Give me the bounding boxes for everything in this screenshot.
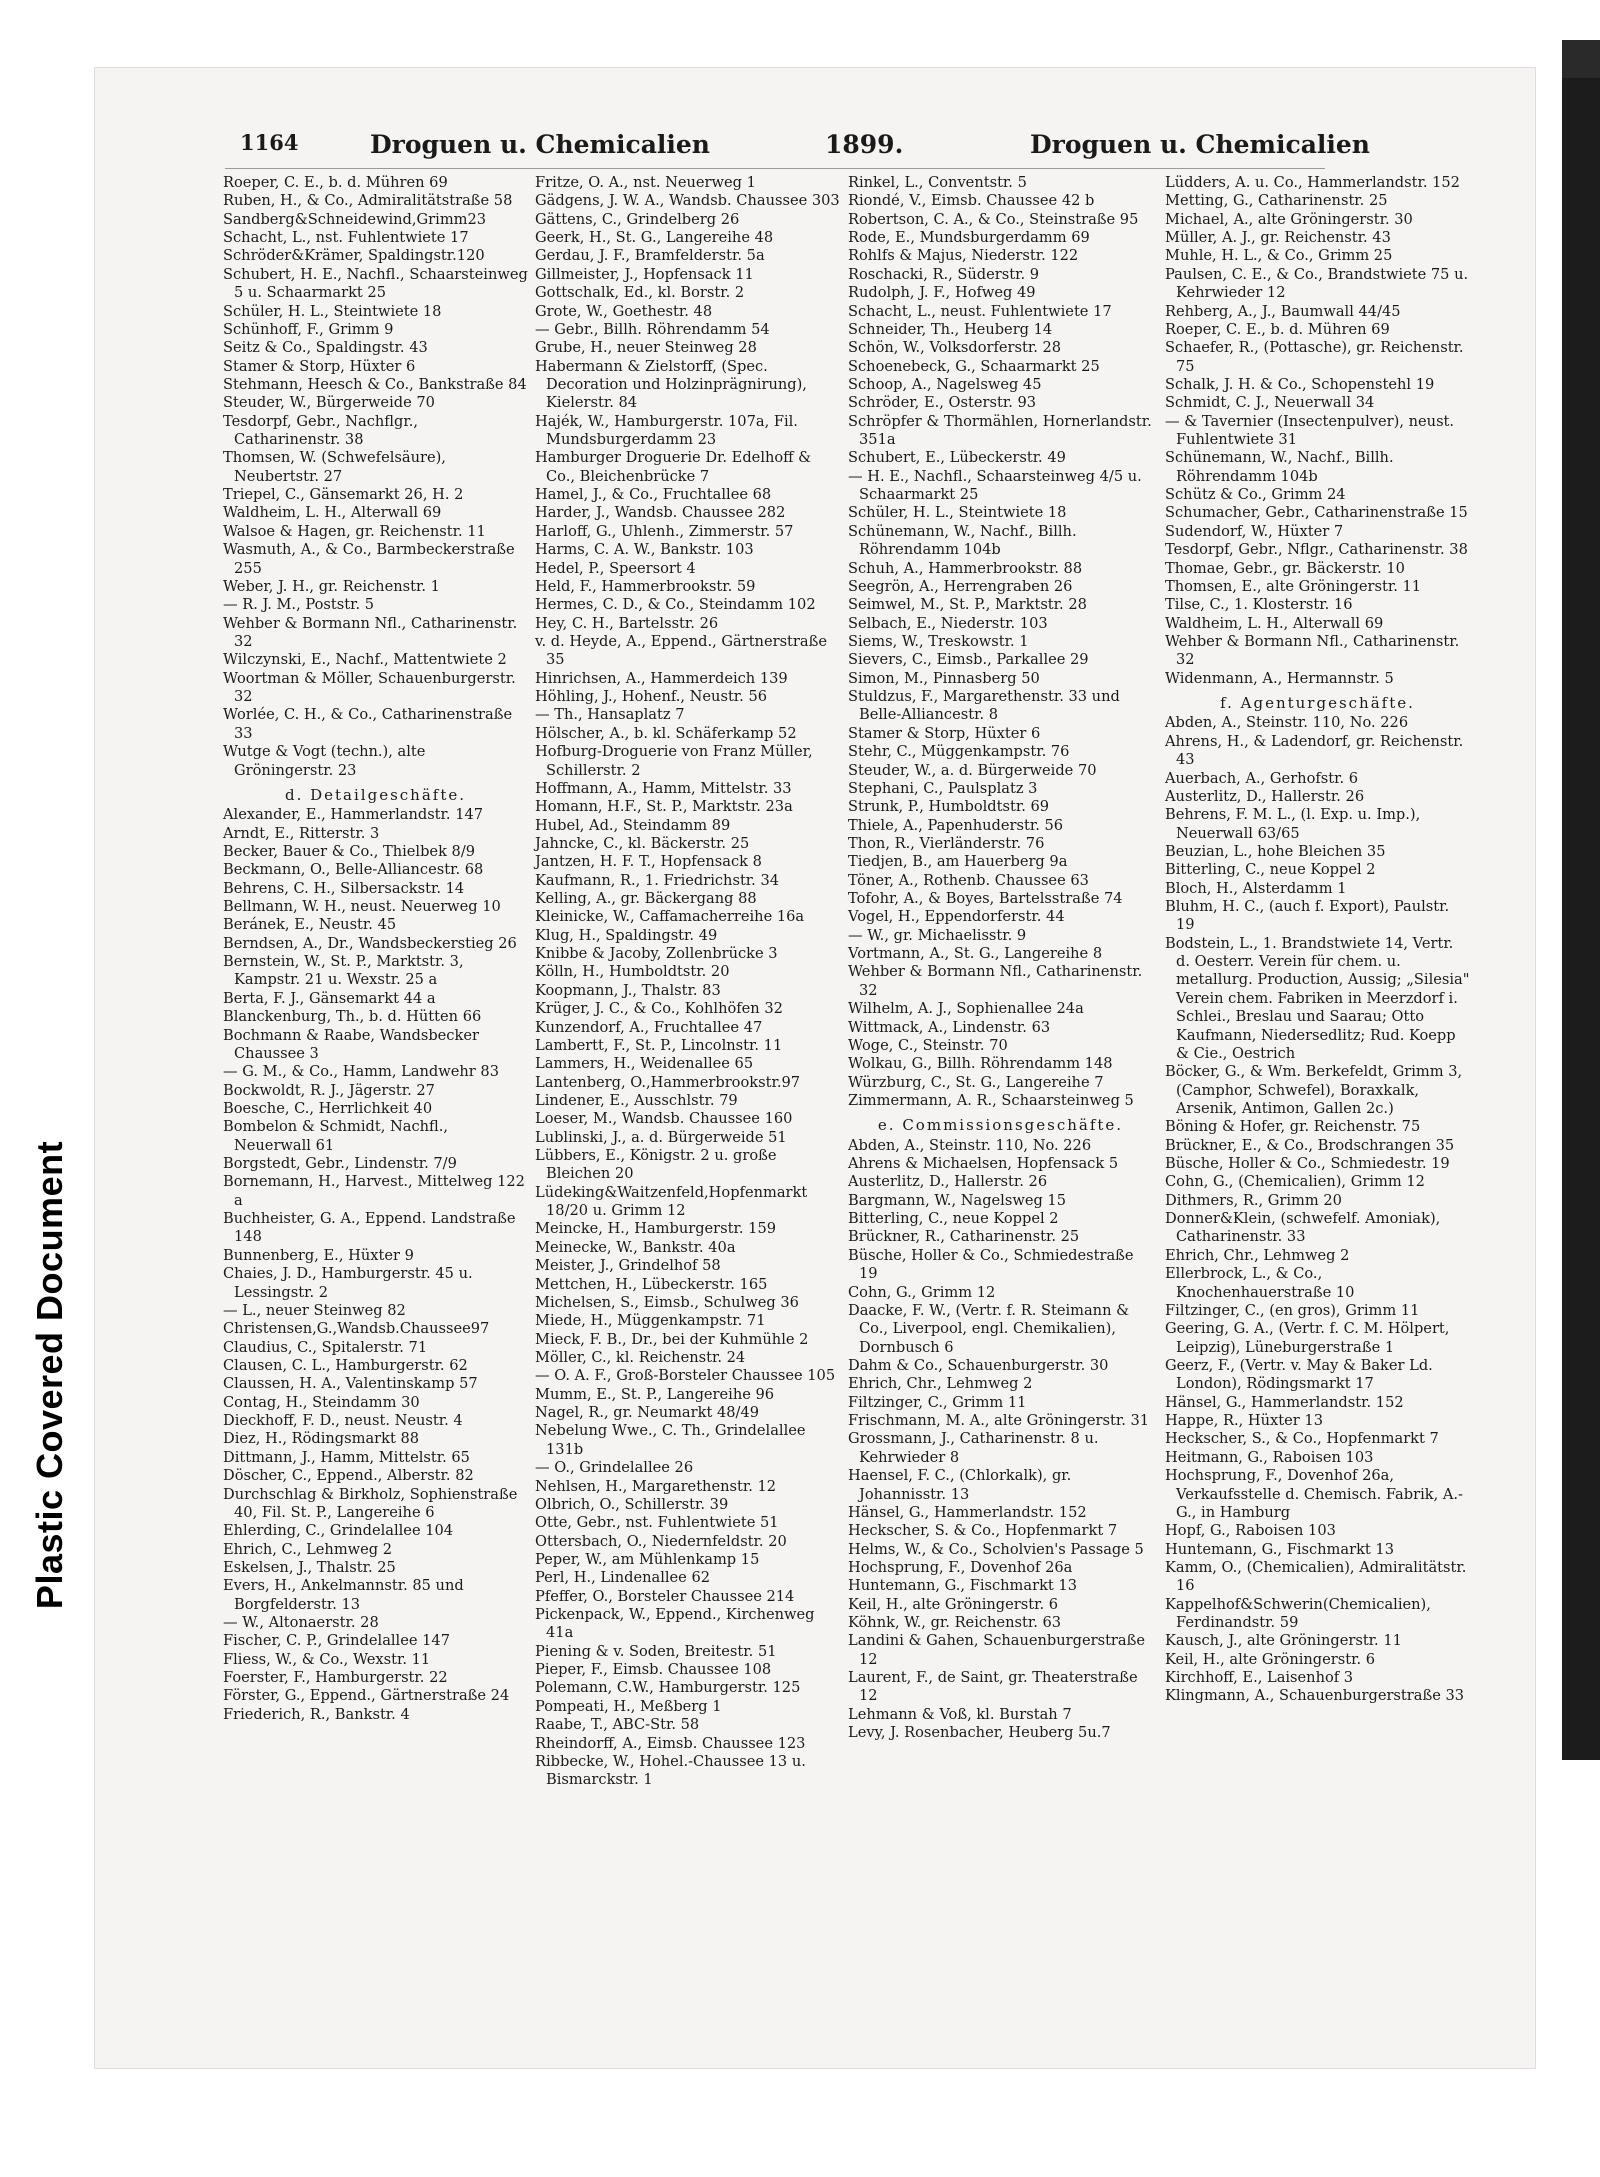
directory-entry: Vogel, H., Eppendorferstr. 44 [848,908,1065,926]
directory-entry: Steuder, W., a. d. Bürgerweide 70 [848,761,1097,779]
directory-entry: Mettchen, H., Lübeckerstr. 165 [535,1275,768,1293]
directory-entry: Pickenpack, W., Eppend., Kirchenweg 41a [535,1606,815,1642]
directory-entry: Zimmermann, A. R., Schaarsteinweg 5 [848,1091,1134,1109]
directory-entry: Döscher, C., Eppend., Alberstr. 82 [223,1467,474,1485]
directory-entry: Bockwoldt, R. J., Jägerstr. 27 [223,1081,435,1099]
directory-entry: Clausen, C. L., Hamburgerstr. 62 [223,1357,468,1374]
directory-entry: Beckmann, O., Belle-Alliancestr. 68 [223,861,484,879]
directory-entry: Müller, A. J., gr. Reichenstr. 43 [1165,229,1391,247]
directory-entry: Gillmeister, J., Hopfensack 11 [535,265,754,283]
directory-entry: — Th., Hansaplatz 7 [535,706,685,724]
directory-entry: Rohlfs & Majus, Niederstr. 122 [848,247,1079,265]
directory-entry: Behrens, F. M. L., (l. Exp. u. Imp.), Neuerwall 63/65 [1165,806,1421,842]
directory-entry: Durchschlag & Birkholz, Sophienstraße 40, Fil. St. P., Langereihe 6 [223,1485,518,1521]
directory-entry: Steuder, W., Bürgerweide 70 [223,394,435,412]
directory-entry: Haensel, F. C., (Chlorkalk), gr. Johannisstr. 13 [848,1467,1072,1503]
directory-entry: Keil, H., alte Gröningerstr. 6 [848,1595,1059,1613]
directory-entry: Homann, H.F., St. P., Marktstr. 23a [535,798,793,816]
directory-entry: Bloch, H., Alsterdamm 1 [1165,879,1347,897]
directory-entry: Pfeffer, O., Borsteler Chaussee 214 [535,1587,795,1605]
directory-entry: Berndsen, A., Dr., Wandsbeckerstieg 26 [223,934,517,952]
column-4 [1165,174,1470,1706]
directory-entry: Daacke, F. W., (Vertr. f. R. Steimann & Co., Liverpool, engl. Chemikalien), Dornbusch 6 [848,1301,1130,1356]
directory-entry: Hajék, W., Hamburgerstr. 107a, Fil. Mundsburgerdamm 23 [535,412,798,449]
directory-entry: Heckscher, S. & Co., Hopfenmarkt 7 [848,1522,1118,1540]
directory-entry: Jantzen, H. F. T., Hopfensack 8 [535,853,762,871]
directory-entry: Höhling, J., Hohenf., Neustr. 56 [535,688,768,706]
directory-entry: Hinrichsen, A., Hammerdeich 139 [535,669,788,687]
directory-entry: Seitz & Co., Spaldingstr. 43 [223,339,428,357]
directory-entry: Michael, A., alte Gröningerstr. 30 [1165,210,1413,228]
directory-entry: Mieck, F. B., Dr., bei der Kuhmühle 2 [535,1330,809,1348]
directory-entry: Bellmann, W. H., neust. Neuerweg 10 [223,898,501,916]
directory-entry: Rode, E., Mundsburgerdamm 69 [848,229,1090,247]
directory-entry: Lüdeking&Waitzenfeld,Hopfenmarkt 18/20 u. Grimm 12 [535,1183,808,1220]
directory-entry: Lublinski, J., a. d. Bürgerweide 51 [535,1128,787,1146]
directory-entry: Hubel, Ad., Steindamm 89 [535,816,731,834]
directory-entry: Bochmann & Raabe, Wandsbecker Chaussee 3 [223,1026,479,1062]
directory-entry: Tofohr, A., & Boyes, Bartelsstraße 74 [848,890,1123,908]
directory-entry: Fliess, W., & Co., Wexstr. 11 [223,1650,431,1668]
directory-entry: Hey, C. H., Bartelsstr. 26 [535,614,719,632]
directory-entry: Polemann, C.W., Hamburgerstr. 125 [535,1679,801,1697]
directory-entry: — O. A. F., Groß-Borsteler Chaussee 105 [535,1367,836,1385]
directory-entry: Schoop, A., Nagelsweg 45 [848,375,1042,393]
section-heading: e. Commissionsgeschäfte. [877,1116,1124,1135]
directory-entry: Brückner, E., & Co., Brodschrangen 35 [1165,1136,1455,1154]
directory-entry: Grossmann, J., Catharinenstr. 8 u. Kehrwieder 8 [848,1430,1099,1466]
directory-entry: Würzburg, C., St. G., Langereihe 7 [848,1073,1104,1091]
directory-entry: Kaufmann, R., 1. Friedrichstr. 34 [535,871,780,889]
directory-entry: Beránek, E., Neustr. 45 [223,916,397,934]
directory-entry: Kleinicke, W., Caffamacherreihe 16a [535,908,805,926]
directory-entry: Widenmann, A., Hermannstr. 5 [1165,669,1394,687]
directory-entry: Gerdau, J. F., Bramfelderstr. 5a [535,247,765,265]
directory-entry: Ruben, H., & Co., Admiralitätstraße 58 [223,192,513,210]
directory-entry: Wilhelm, A. J., Sophienallee 24a [848,1000,1084,1018]
page-number: 1164 [240,130,299,155]
directory-entry: Contag, H., Steindamm 30 [223,1393,420,1411]
directory-entry: Roeper, C. E., b. d. Mühren 69 [1165,320,1390,338]
directory-entry: Kirchhoff, E., Laisenhof 3 [1165,1669,1354,1687]
column-1 [223,174,528,1724]
directory-entry: Thiele, A., Papenhuderstr. 56 [848,816,1064,834]
directory-entry: Ahrens, H., & Ladendorf, gr. Reichenstr. 43 [1165,732,1464,769]
side-label [10,935,90,1815]
directory-entry: Thomsen, W. (Schwefelsäure), Neubertstr. 27 [223,449,446,485]
directory-entry: Hamburger Droguerie Dr. Edelhoff & Co., Bleichenbrücke 7 [535,449,812,485]
directory-entry: Kappelhof&Schwerin(Chemicalien), Ferdinandstr. 59 [1165,1595,1431,1632]
directory-entry: Grote, W., Goethestr. 48 [535,302,713,320]
directory-entry: Schünhoff, F., Grimm 9 [223,320,394,338]
directory-entry: Pompeati, H., Meßberg 1 [535,1697,722,1715]
directory-entry: Perl, H., Lindenallee 62 [535,1569,711,1587]
directory-entry: Eskelsen, J., Thalstr. 25 [223,1558,396,1576]
directory-entry: Roeper, C. E., b. d. Mühren 69 [223,174,448,191]
directory-entry: Huntemann, G., Fischmarkt 13 [1165,1540,1394,1558]
directory-entry: Schön, W., Volksdorferstr. 28 [848,339,1062,357]
directory-entry: Blanckenburg, Th., b. d. Hütten 66 [223,1008,482,1026]
directory-entry: Stuldzus, F., Margarethenstr. 33 und Belle-Alliancestr. 8 [848,688,1120,724]
directory-entry: Sandberg&Schneidewind,Grimm23 [223,210,487,228]
directory-entry: Pieper, F., Eimsb. Chaussee 108 [535,1661,772,1679]
directory-entry: Behrens, C. H., Silbersackstr. 14 [223,879,465,897]
directory-entry: Töner, A., Rothenb. Chaussee 63 [848,871,1089,889]
directory-entry: Wehber & Bormann Nfl., Catharinenstr. 32 [1165,632,1460,669]
directory-entry: Tilse, C., 1. Klosterstr. 16 [1165,596,1353,614]
directory-entry: Sudendorf, W., Hüxter 7 [1165,522,1344,540]
directory-entry: Schütz & Co., Grimm 24 [1165,486,1346,504]
directory-entry: Stehr, C., Müggenkampstr. 76 [848,743,1070,761]
directory-entry: Meister, J., Grindelhof 58 [535,1257,721,1275]
directory-entry: Cohn, G., Grimm 12 [848,1283,996,1301]
directory-entry: — H. E., Nachfl., Schaarsteinweg 4/5 u. Schaarmarkt 25 [848,467,1142,504]
directory-entry: Bunnenberg, E., Hüxter 9 [223,1246,414,1264]
directory-entry: Kunzendorf, A., Fruchtallee 47 [535,1018,763,1036]
directory-entry: Lambertt, F., St. P., Lincolnstr. 11 [535,1036,783,1054]
directory-entry: Mumm, E., St. P., Langereihe 96 [535,1385,775,1403]
directory-entry: Seegrön, A., Herrengraben 26 [848,577,1073,595]
directory-entry: Bargmann, W., Nagelsweg 15 [848,1191,1067,1209]
directory-entry: Lehmann & Voß, kl. Burstah 7 [848,1705,1072,1723]
directory-entry: Schröder, E., Osterstr. 93 [848,394,1037,412]
directory-entry: Ehrich, C., Lehmweg 2 [223,1540,393,1558]
directory-entry: Metting, G., Catharinenstr. 25 [1165,192,1388,210]
directory-entry: Stamer & Storp, Hüxter 6 [848,724,1041,742]
directory-entry: Schumacher, Gebr., Catharinenstraße 15 [1165,504,1468,522]
directory-entry: Bitterling, C., neue Koppel 2 [848,1210,1059,1228]
directory-entry: Wilczynski, E., Nachf., Mattentwiete 2 [223,651,507,669]
directory-entry: Hölscher, A., b. kl. Schäferkamp 52 [535,724,797,742]
directory-entry: Nagel, R., gr. Neumarkt 48/49 [535,1404,760,1422]
running-title-right: Droguen u. Chemicalien [1030,130,1370,159]
column-3 [848,174,1153,1743]
directory-entry: Loeser, M., Wandsb. Chaussee 160 [535,1110,793,1128]
directory-entry: Woortman & Möller, Schauenburgerstr. 32 [223,669,516,706]
directory-entry: Schacht, L., neust. Fuhlentwiete 17 [848,302,1112,320]
directory-entry: — O., Grindelallee 26 [535,1459,694,1477]
directory-entry: Kölln, H., Humboldtstr. 20 [535,963,730,981]
directory-entry: Schacht, L., nst. Fuhlentwiete 17 [223,229,469,247]
directory-entry: Chaies, J. D., Hamburgerstr. 45 u. Lessingstr. 2 [223,1265,473,1301]
directory-entry: Ehrich, Chr., Lehmweg 2 [848,1375,1033,1393]
directory-entry: Raabe, T., ABC-Str. 58 [535,1716,700,1734]
directory-entry: Rinkel, L., Conventstr. 5 [848,174,1027,191]
directory-entry: Thomae, Gebr., gr. Bäckerstr. 10 [1165,559,1405,577]
directory-entry: Lindener, E., Ausschlstr. 79 [535,1091,738,1109]
directory-entry: Beuzian, L., hohe Bleichen 35 [1165,842,1386,860]
directory-entry: Schünemann, W., Nachf., Billh. Röhrendamm 104b [1165,449,1394,485]
directory-entry: Miede, H., Müggenkampstr. 71 [535,1312,766,1330]
directory-entry: Alexander, E., Hammerlandstr. 147 [223,806,484,824]
directory-entry: Büsche, Holler & Co., Schmiedestr. 19 [1165,1155,1450,1173]
directory-entry: Schüler, H. L., Steintwiete 18 [223,302,442,320]
directory-entry: Paulsen, C. E., & Co., Brandstwiete 75 u. Kehrwieder 12 [1165,265,1469,302]
directory-entry: Bombelon & Schmidt, Nachfl., Neuerwall 61 [223,1118,449,1154]
directory-entry: Otte, Gebr., nst. Fuhlentwiete 51 [535,1514,779,1532]
directory-entry: Bitterling, C., neue Koppel 2 [1165,861,1376,879]
directory-entry: Förster, G., Eppend., Gärtnerstraße 24 [223,1687,510,1705]
directory-entry: Schröder&Krämer, Spaldingstr.120 [223,247,485,265]
running-title-left: Droguen u. Chemicalien [370,130,710,159]
directory-entry: Hofburg-Droguerie von Franz Müller, Schillerstr. 2 [535,743,813,779]
directory-entry: Triepel, C., Gänsemarkt 26, H. 2 [223,486,464,504]
directory-entry: Schneider, Th., Heuberg 14 [848,320,1053,338]
directory-entry: Meincke, H., Hamburgerstr. 159 [535,1220,777,1238]
directory-entry: Olbrich, O., Schillerstr. 39 [535,1495,729,1513]
directory-entry: Rudolph, J. F., Hofweg 49 [848,284,1036,302]
directory-entry: Borgstedt, Gebr., Lindenstr. 7/9 [223,1155,457,1173]
scanner-edge-shadow [1562,40,1600,1760]
directory-entry: Ellerbrock, L., & Co., Knochenhauerstraße 10 [1165,1265,1355,1301]
directory-entry: Geering, G. A., (Vertr. f. C. M. Hölpert, Leipzig), Lüneburgerstraße 1 [1165,1320,1450,1356]
directory-entry: Roschacki, R., Süderstr. 9 [848,265,1040,283]
directory-entry: Kamm, O., (Chemicalien), Admiralitätstr. 16 [1165,1558,1467,1595]
directory-entry: Peper, W., am Mühlenkamp 15 [535,1550,760,1568]
directory-entry: — G. M., & Co., Hamm, Landwehr 83 [223,1063,499,1081]
directory-entry: Geerz, F., (Vertr. v. May & Baker Ld. London), Rödingsmarkt 17 [1165,1357,1433,1393]
directory-entry: Heitmann, G., Raboisen 103 [1165,1448,1374,1466]
directory-entry: Foerster, F., Hamburgerstr. 22 [223,1669,448,1687]
directory-entry: Friederich, R., Bankstr. 4 [223,1705,410,1723]
directory-entry: Keil, H., alte Gröningerstr. 6 [1165,1650,1376,1668]
directory-entry: Thon, R., Vierländerstr. 76 [848,834,1045,852]
directory-entry: Rehberg, A., J., Baumwall 44/45 [1165,302,1401,320]
directory-entry: Auerbach, A., Gerhofstr. 6 [1165,769,1359,787]
directory-entry: Riondé, V., Eimsb. Chaussee 42 b [848,192,1095,210]
directory-entry: Köhnk, W., gr. Reichenstr. 63 [848,1614,1062,1632]
directory-entry: Happe, R., Hüxter 13 [1165,1412,1323,1430]
directory-entry: Ottersbach, O., Niedernfeldstr. 20 [535,1532,787,1550]
directory-entry: Hochsprung, F., Dovenhof 26a, Verkaufsstelle d. Chemisch. Fabrik, A.-G., in Hamburg [1165,1467,1463,1521]
directory-entry: Schüler, H. L., Steintwiete 18 [848,504,1067,522]
directory-entry: Dieckhoff, F. D., neust. Neustr. 4 [223,1412,463,1430]
directory-entry: Diez, H., Rödingsmarkt 88 [223,1430,420,1448]
directory-entry: Ehrich, Chr., Lehmweg 2 [1165,1246,1350,1264]
directory-entry: Hänsel, G., Hammerlandstr. 152 [848,1503,1087,1521]
directory-entry: Stephani, C., Paulsplatz 3 [848,779,1038,797]
directory-entry: Böcker, G., & Wm. Berkefeldt, Grimm 3, (Camphor, Schwefel), Boraxkalk, Arsenik, Antimon, Gallen 2c.) [1165,1063,1463,1117]
directory-entry: Abden, A., Steinstr. 110, No. 226 [1165,714,1409,732]
directory-entry: Donner&Klein, (schwefelf. Amoniak), Catharinenstr. 33 [1165,1210,1441,1246]
directory-entry: — & Tavernier (Insectenpulver), neust. Fuhlentwiete 31 [1165,412,1455,449]
directory-entry: Klug, H., Spaldingstr. 49 [535,926,718,944]
directory-entry: Waldheim, L. H., Alterwall 69 [1165,614,1384,632]
directory-entry: Lüdders, A. u. Co., Hammerlandstr. 152 [1165,174,1460,191]
directory-entry: Krüger, J. C., & Co., Kohlhöfen 32 [535,1000,783,1018]
directory-entry: — R. J. M., Poststr. 5 [223,596,375,614]
directory-entry: Dittmann, J., Hamm, Mittelstr. 65 [223,1448,470,1466]
directory-entry: Schünemann, W., Nachf., Billh. Röhrendamm 104b [848,522,1077,559]
directory-entry: Wolkau, G., Billh. Röhrendamm 148 [848,1055,1113,1073]
directory-entry: Berta, F. J., Gänsemarkt 44 a [223,989,436,1007]
directory-entry: Bornemann, H., Harvest., Mittelweg 122 a [223,1173,525,1209]
directory-entry: Schröpfer & Thormählen, Hornerlandstr. 351a [848,412,1152,449]
directory-entry: Dahm & Co., Schauenburgerstr. 30 [848,1357,1109,1374]
directory-entry: Bodstein, L., 1. Brandstwiete 14, Vertr. d. Oesterr. Verein für chem. u. metallurg. Production, Aussig; „Silesia" Verein chem. Fabriken in Meerzdorf i. Schlei., Breslau und Saarau; Otto Kaufmann, Niedersedlitz; Rud. Koepp & Cie., Oestrich [1165,934,1470,1062]
directory-entry: — L., neuer Steinweg 82 [223,1301,406,1319]
header-rule [225,168,1325,169]
section-heading: f. Agenturgeschäfte. [1220,694,1415,713]
directory-entry: Schubert, H. E., Nachfl., Schaarsteinweg 5 u. Schaarmarkt 25 [223,265,528,302]
directory-entry: — Gebr., Billh. Röhrendamm 54 [535,320,770,338]
directory-entry: Schubert, E., Lübeckerstr. 49 [848,449,1066,467]
directory-entry: Hamel, J., & Co., Fruchtallee 68 [535,486,772,504]
directory-entry: Strunk, P., Humboldtstr. 69 [848,798,1050,816]
directory-entry: Michelsen, S., Eimsb., Schulweg 36 [535,1293,799,1311]
directory-entry: Woge, C., Steinstr. 70 [848,1036,1008,1054]
directory-entry: Heckscher, S., & Co., Hopfenmarkt 7 [1165,1430,1439,1448]
directory-entry: Waldheim, L. H., Alterwall 69 [223,504,442,522]
directory-entry: Gädgens, J. W. A., Wandsb. Chaussee 303 [535,192,840,210]
directory-entry: Stamer & Storp, Hüxter 6 [223,357,416,375]
directory-entry: Muhle, H. L., & Co., Grimm 25 [1165,247,1393,265]
directory-entry: Nehlsen, H., Margarethenstr. 12 [535,1477,777,1495]
directory-entry: Sievers, C., Eimsb., Parkallee 29 [848,651,1089,669]
directory-entry: Laurent, F., de Saint, gr. Theaterstraße 12 [848,1669,1138,1705]
directory-entry: Helms, W., & Co., Scholvien's Passage 5 [848,1540,1144,1558]
directory-entry: Filtzinger, C., Grimm 11 [848,1393,1027,1411]
directory-entry: Schmidt, C. J., Neuerwall 34 [1165,394,1375,412]
directory-entry: Schoenebeck, G., Schaarmarkt 25 [848,357,1100,375]
directory-entry: Büsche, Holler & Co., Schmiedestraße 19 [848,1246,1134,1283]
directory-entry: Thomsen, E., alte Gröningerstr. 11 [1165,577,1422,595]
side-label-text: Plastic Covered Document [29,1140,71,1610]
directory-entry: Fritze, O. A., nst. Neuerweg 1 [535,174,756,191]
directory-entry: Hochsprung, F., Dovenhof 26a [848,1558,1073,1576]
directory-entry: Levy, J. Rosenbacher, Heuberg 5u.7 [848,1724,1111,1742]
directory-entry: Habermann & Zielstorff, (Spec. Decoration und Holzinprägnirung), Kielerstr. 84 [535,357,807,412]
directory-entry: Fischer, C. P., Grindelallee 147 [223,1632,450,1650]
directory-entry: Piening & v. Soden, Breitestr. 51 [535,1642,777,1660]
directory-entry: Austerlitz, D., Hallerstr. 26 [848,1173,1048,1191]
directory-entry: Hoffmann, A., Hamm, Mittelstr. 33 [535,779,792,797]
year: 1899. [825,130,904,159]
directory-entry: Klingmann, A., Schauenburgerstraße 33 [1165,1687,1465,1705]
directory-entry: Schalk, J. H. & Co., Schopenstehl 19 [1165,375,1435,393]
directory-entry: Filtzinger, C., (en gros), Grimm 11 [1165,1301,1420,1319]
directory-entry: Siems, W., Treskowstr. 1 [848,632,1029,650]
directory-entry: Selbach, E., Niederstr. 103 [848,614,1048,632]
directory-entry: Wehber & Bormann Nfl., Catharinenstr. 32 [223,614,518,650]
directory-entry: Seimwel, M., St. P., Marktstr. 28 [848,596,1087,614]
directory-entry: Cohn, G., (Chemicalien), Grimm 12 [1165,1173,1425,1191]
column-2 [535,174,840,1790]
directory-entry: Wutge & Vogt (techn.), alte Gröningerstr. 23 [223,743,426,779]
directory-entry: Rheindorff, A., Eimsb. Chaussee 123 [535,1734,806,1752]
directory-entry: Harder, J., Wandsb. Chaussee 282 [535,504,786,522]
directory-entry: Claussen, H. A., Valentinskamp 57 [223,1375,478,1393]
directory-entry: Worlée, C. H., & Co., Catharinenstraße 33 [223,706,513,742]
directory-entry: Schaefer, R., (Pottasche), gr. Reichenstr. 75 [1165,339,1464,375]
directory-entry: Wehber & Bormann Nfl., Catharinenstr. 32 [848,963,1143,999]
section-heading: d. Detailgeschäfte. [284,785,466,804]
directory-entry: Ribbecke, W., Hohel.-Chaussee 13 u. Bismarckstr. 1 [535,1752,806,1789]
directory-entry: Held, F., Hammerbrookstr. 59 [535,577,756,595]
directory-entry: Stehmann, Heesch & Co., Bankstraße 84 [223,375,527,393]
directory-entry: Tesdorpf, Gebr., Nachflgr., Catharinenstr. 38 [223,412,419,449]
scanner-edge-corner [1562,40,1600,78]
directory-entry: Arndt, E., Ritterstr. 3 [223,824,380,842]
directory-entry: Hänsel, G., Hammerlandstr. 152 [1165,1393,1404,1411]
directory-entry: Landini & Gahen, Schauenburgerstraße 12 [848,1632,1145,1668]
directory-entry: Boesche, C., Herrlichkeit 40 [223,1099,433,1117]
directory-entry: Buchheister, G. A., Eppend. Landstraße 148 [223,1210,516,1246]
directory-entry: Abden, A., Steinstr. 110, No. 226 [848,1136,1092,1154]
directory-entry: Lammers, H., Weidenallee 65 [535,1055,754,1073]
directory-entry: Geerk, H., St. G., Langereihe 48 [535,229,774,247]
directory-entry: Schuh, A., Hammerbrookstr. 88 [848,559,1083,577]
directory-entry: — W., Altonaerstr. 28 [223,1614,379,1632]
directory-entry: Huntemann, G., Fischmarkt 13 [848,1577,1077,1595]
directory-entry: v. d. Heyde, A., Eppend., Gärtnerstraße 35 [535,632,827,669]
directory-entry: Hermes, C. D., & Co., Steindamm 102 [535,596,816,614]
directory-entry: Lantenberg, O.,Hammerbrookstr.97 [535,1073,801,1091]
directory-entry: Kelling, A., gr. Bäckergang 88 [535,890,757,908]
directory-entry: Hedel, P., Speersort 4 [535,559,696,577]
directory-entry: Wittmack, A., Lindenstr. 63 [848,1018,1051,1036]
directory-entry: Koopmann, J., Thalstr. 83 [535,981,721,999]
directory-entry: Kausch, J., alte Gröningerstr. 11 [1165,1632,1402,1650]
directory-entry: Jahncke, C., kl. Bäckerstr. 25 [535,834,750,852]
directory-entry: Harloff, G., Uhlenh., Zimmerstr. 57 [535,522,794,540]
directory-entry: Simon, M., Pinnasberg 50 [848,669,1040,687]
directory-entry: Becker, Bauer & Co., Thielbek 8/9 [223,842,476,860]
directory-entry: Claudius, C., Spitalerstr. 71 [223,1338,428,1356]
directory-entry: Böning & Hofer, gr. Reichenstr. 75 [1165,1118,1421,1136]
directory-entry: Evers, H., Ankelmannstr. 85 und Borgfelderstr. 13 [223,1577,464,1613]
directory-entry: Dithmers, R., Grimm 20 [1165,1191,1342,1209]
directory-entry: Vortmann, A., St. G., Langereihe 8 [848,945,1103,963]
directory-entry: Christensen,G.,Wandsb.Chaussee97 [223,1320,490,1338]
directory-entry: Meinecke, W., Bankstr. 40a [535,1238,736,1256]
directory-entry: Grube, H., neuer Steinweg 28 [535,339,757,357]
directory-entry: Ahrens & Michaelsen, Hopfensack 5 [848,1155,1119,1173]
directory-entry: Nebelung Wwe., C. Th., Grindelallee 131b [535,1422,806,1458]
directory-entry: Frischmann, M. A., alte Gröningerstr. 31 [848,1412,1150,1430]
directory-entry: Knibbe & Jacoby, Zollenbrücke 3 [535,945,778,963]
directory-entry: Bluhm, H. C., (auch f. Export), Paulstr. 19 [1165,898,1450,934]
directory-entry: Gottschalk, Ed., kl. Borstr. 2 [535,284,745,302]
directory-entry: Harms, C. A. W., Bankstr. 103 [535,541,754,559]
directory-entry: Lübbers, E., Königstr. 2 u. große Bleichen 20 [535,1147,777,1183]
directory-entry: Tiedjen, B., am Hauerberg 9a [848,853,1068,871]
directory-entry: Walsoe & Hagen, gr. Reichenstr. 11 [223,522,486,540]
directory-entry: Tesdorpf, Gebr., Nflgr., Catharinenstr. 38 [1165,541,1468,559]
directory-entry: Robertson, C. A., & Co., Steinstraße 95 [848,210,1139,228]
directory-entry: Brückner, R., Catharinenstr. 25 [848,1228,1080,1246]
directory-entry: Ehlerding, C., Grindelallee 104 [223,1522,454,1540]
directory-entry: Wasmuth, A., & Co., Barmbeckerstraße 255 [223,541,515,577]
directory-entry: Hopf, G., Raboisen 103 [1165,1522,1336,1540]
directory-entry: Austerlitz, D., Hallerstr. 26 [1165,787,1365,805]
directory-entry: — W., gr. Michaelisstr. 9 [848,926,1027,944]
directory-entry: Möller, C., kl. Reichenstr. 24 [535,1349,746,1366]
directory-entry: Weber, J. H., gr. Reichenstr. 1 [223,577,440,595]
directory-entry: Bernstein, W., St. P., Marktstr. 3, Kampstr. 21 u. Wexstr. 25 a [223,953,464,989]
directory-entry: Gättens, C., Grindelberg 26 [535,210,740,228]
